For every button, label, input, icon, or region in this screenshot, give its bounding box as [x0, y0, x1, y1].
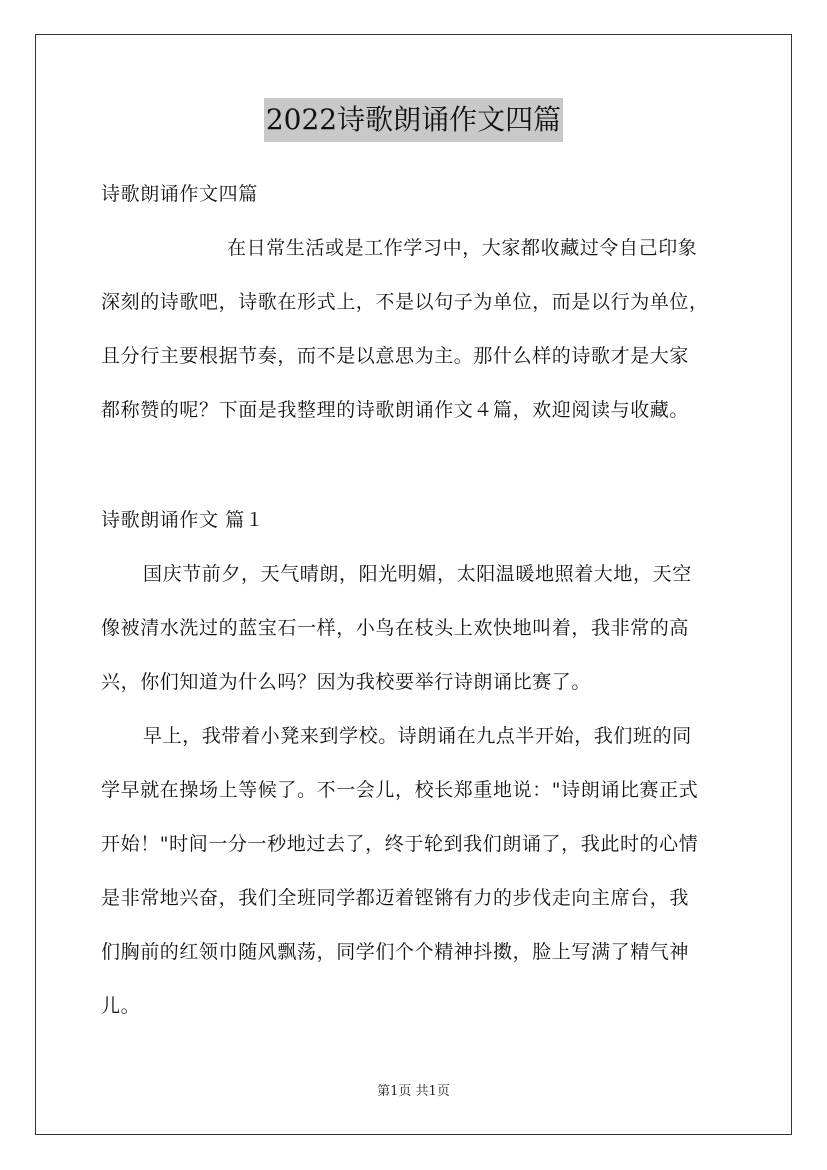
- document-subtitle: 诗歌朗诵作文四篇: [101, 183, 258, 205]
- paragraph2-line-6: 儿。: [101, 995, 141, 1017]
- intro-line-1: 在日常生活或是工作学习中，大家都收藏过令自己印象: [227, 237, 698, 259]
- intro-line-3: 且分行主要根据节奏，而不是以意思为主。那什么样的诗歌才是大家: [101, 345, 690, 367]
- paragraph2-line-1: 早上，我带着小凳来到学校。诗朗诵在九点半开始，我们班的同: [143, 725, 692, 747]
- intro-line-2: 深刻的诗歌吧，诗歌在形式上，不是以句子为单位，而是以行为单位，: [101, 291, 709, 313]
- paragraph2-line-5: 们胸前的红领巾随风飘荡，同学们个个精神抖擞，脸上写满了精气神: [101, 941, 690, 963]
- paragraph1-line-3: 兴，你们知道为什么吗？因为我校要举行诗朗诵比赛了。: [101, 671, 592, 693]
- paragraph2-line-4: 是非常地兴奋，我们全班同学都迈着铿锵有力的步伐走向主席台，我: [101, 887, 690, 909]
- section-heading: 诗歌朗诵作文 篇１: [101, 509, 265, 531]
- document-title: 2022诗歌朗诵作文四篇: [264, 98, 563, 142]
- paragraph1-line-2: 像被清水洗过的蓝宝石一样，小鸟在枝头上欢快地叫着，我非常的高: [101, 617, 690, 639]
- paragraph2-line-3: 开始！"时间一分一秒地过去了，终于轮到我们朗诵了，我此时的心情: [101, 833, 699, 855]
- document-title-container: [0, 98, 827, 142]
- intro-line-4: 都称赞的呢？下面是我整理的诗歌朗诵作文４篇，欢迎阅读与收藏。: [101, 399, 690, 421]
- page-footer: 第1页 共1页: [377, 1084, 450, 1099]
- paragraph1-line-1: 国庆节前夕，天气晴朗，阳光明媚，太阳温暖地照着大地，天空: [143, 563, 692, 585]
- paragraph2-line-2: 学早就在操场上等候了。不一会儿，校长郑重地说："诗朗诵比赛正式: [101, 779, 699, 801]
